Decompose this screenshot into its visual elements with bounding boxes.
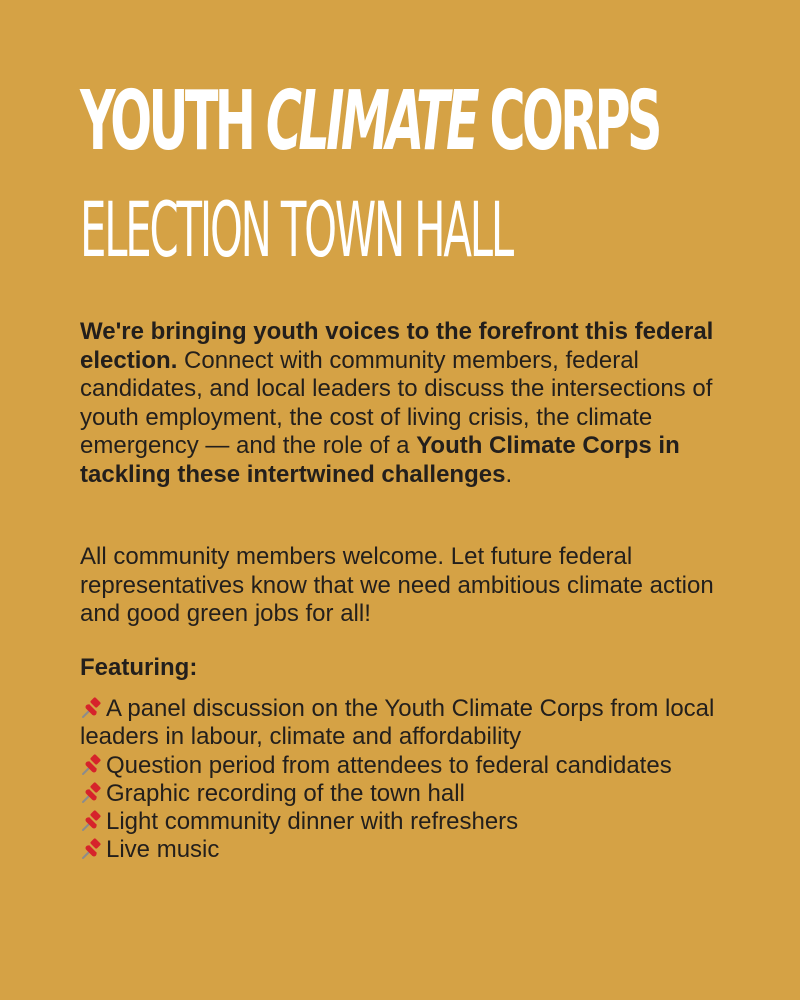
feature-list xyxy=(80,695,740,865)
pushpin-icon xyxy=(80,697,106,719)
welcome-paragraph: All community members welcome. Let future federal representatives know that we need ambitious climate action and good green jobs for all! xyxy=(80,543,714,627)
pushpin-icon xyxy=(80,838,106,860)
feature-item-text: Light community dinner with refreshers xyxy=(106,808,519,836)
feature-item xyxy=(80,780,740,808)
feature-item-text: Live music xyxy=(106,836,220,864)
intro-text: Connect with community members, federal candidates, and local leaders to discuss the intersections of youth employment, the cost of living crisis, the climate emergency — and the role of a xyxy=(80,346,713,459)
feature-item-text: A panel discussion on the Youth Climate Corps from local leaders in labour, climate and affordability xyxy=(80,695,715,751)
feature-item xyxy=(80,695,740,752)
feature-item xyxy=(80,836,740,864)
feature-item xyxy=(80,808,740,836)
featuring-heading: Featuring: xyxy=(80,654,198,681)
event-title xyxy=(80,72,659,172)
title-emphasis: CLIMATE xyxy=(265,74,476,169)
intro-closing-punct: . xyxy=(505,460,513,488)
intro-lead-bold: We're bringing youth voices to the forefront this federal election. xyxy=(80,318,714,374)
event-subtitle: ELECTION TOWN HALL xyxy=(80,185,512,274)
intro-closing-bold: Youth Climate Corps in tackling these intertwined challenges xyxy=(80,432,680,488)
pushpin-icon xyxy=(80,810,106,832)
feature-item-text: Graphic recording of the town hall xyxy=(106,779,465,807)
title-part-2: CORPS xyxy=(475,74,659,169)
feature-item xyxy=(80,752,740,780)
pushpin-icon xyxy=(80,782,106,804)
intro-paragraph xyxy=(80,318,740,489)
title-part-1: YOUTH xyxy=(80,74,266,169)
pushpin-icon xyxy=(80,754,106,776)
feature-item-text: Question period from attendees to federal candidates xyxy=(106,751,672,779)
